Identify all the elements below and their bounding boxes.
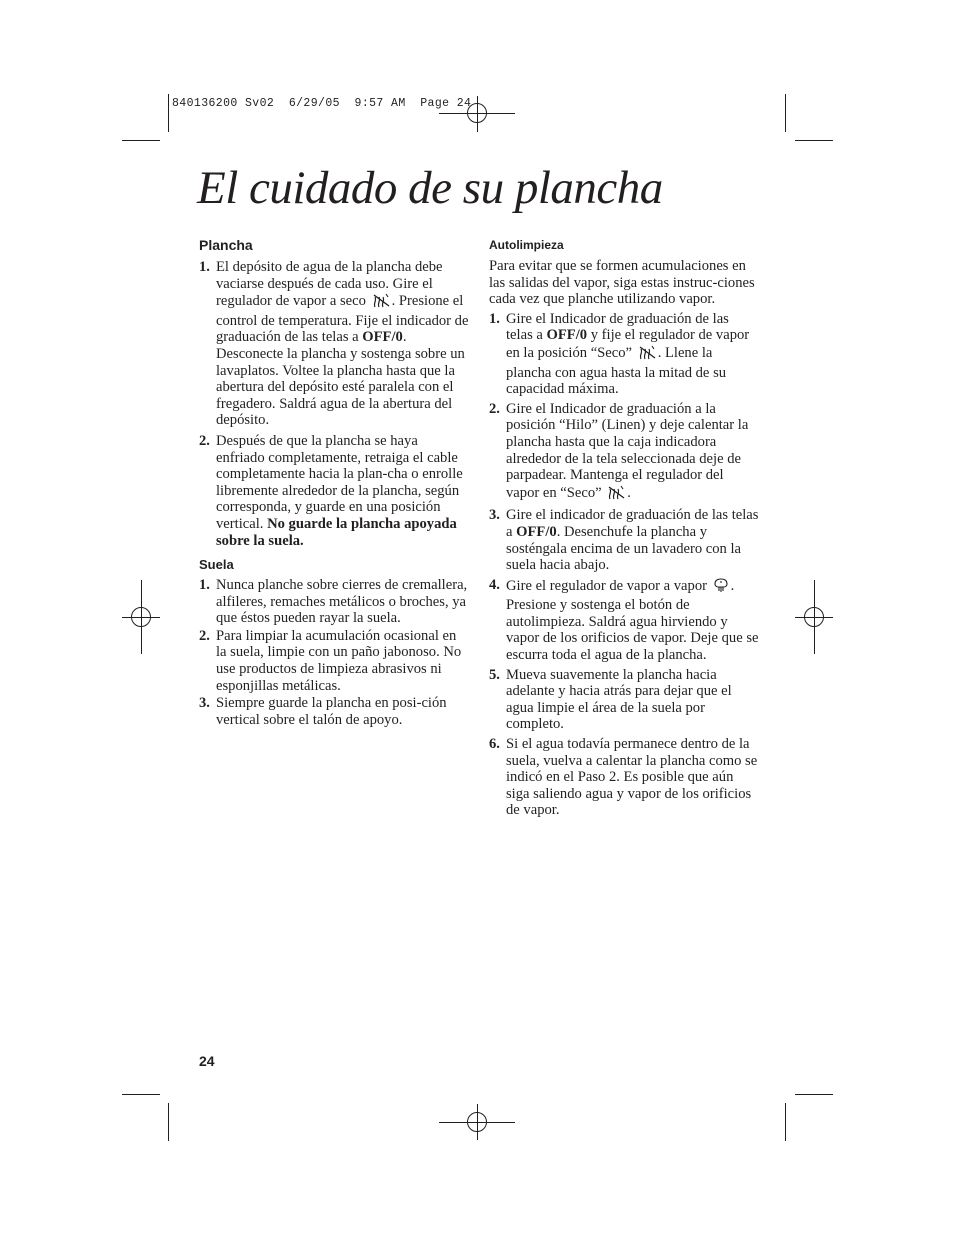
item-text (216, 577, 467, 626)
text-segment: . Llene la plancha con agua hasta la mitad de su capacidad máxima. (506, 344, 727, 398)
text-segment: Gire el regulador de vapor a vapor (506, 577, 711, 594)
page-title: El cuidado de su plancha (197, 162, 663, 214)
list-item (199, 259, 469, 429)
list-item (489, 736, 759, 819)
text-segment-bold: No guarde la plancha apoyada sobre la suela. (216, 515, 457, 549)
list-item (489, 401, 759, 505)
list-item (489, 577, 759, 664)
text-segment: Si el agua todavía permanece dentro de la suela, vuelva a calentar la plancha como se indicó en el Paso 2. Es posible que aún siga saliendo agua y vapor de los orificios de vapor. (506, 736, 758, 819)
item-text (506, 401, 748, 501)
text-segment: Después de que la plancha se haya enfriado completamente, retraiga el cable completamente hacia la plan-cha o enrolle libremente alrededor de la plancha, según corresponda, y guarde en una posición vertical. (216, 432, 463, 532)
list-item (489, 667, 759, 733)
item-number: 5. (489, 666, 500, 683)
text-segment: Siempre guarde la plancha en posi-ción vertical sobre el talón de apoyo. (216, 695, 447, 728)
text-segment-bold: OFF/0 (516, 523, 557, 540)
text-segment: Mueva suavemente la plancha hacia adelante y hacia atrás para dejar que el agua limpie el área de la suela por completo. (506, 666, 732, 733)
text-segment-bold: OFF/0 (546, 327, 588, 344)
text-segment: Gire el indicador de graduación de las telas a (506, 507, 759, 540)
item-text (506, 667, 732, 733)
item-text (216, 433, 463, 549)
item-text (506, 507, 758, 573)
list-item (199, 695, 469, 728)
text-segment: Gire el Indicador de graduación a la posición “Hilo” (Linen) y deje calentar la plancha hasta que la caja indicadora alrededor de la tela seleccionada deje de parpadear. Mantenga el regulador del vapor en “Seco” (506, 400, 749, 501)
item-text (506, 736, 757, 818)
item-number: 1. (489, 310, 500, 327)
item-number: 2. (199, 432, 210, 449)
left-column (199, 237, 469, 728)
section-heading-plancha: Plancha (199, 237, 253, 253)
section-heading-suela: Suela (199, 557, 234, 573)
text-segment: El depósito de agua de la plancha debe vaciarse después de cada uso. Gire el regulador de vapor a seco (216, 259, 443, 310)
item-number: 3. (199, 695, 210, 712)
autolimpieza-list (489, 311, 759, 819)
steam-off-icon (371, 292, 391, 313)
plancha-list (199, 259, 469, 549)
item-number: 6. (489, 736, 500, 753)
item-text (216, 628, 461, 694)
list-item (199, 628, 469, 694)
list-item (489, 507, 759, 573)
list-item (199, 577, 469, 627)
print-header: 840136200 Sv02 6/29/05 9:57 AM Page 24 (172, 97, 472, 110)
item-number: 2. (199, 627, 210, 644)
item-number: 4. (489, 576, 500, 593)
text-segment: Para limpiar la acumulación ocasional en la suela, limpie con un paño jabonoso. No use productos de limpieza abrasivos ni esponjillas metálicas. (216, 627, 462, 694)
autolimpieza-intro: Para evitar que se formen acumulaciones en las salidas del vapor, siga estas instruc-ciones cada vez que planche utilizando vapor. (489, 258, 755, 308)
text-segment: Nunca planche sobre cierres de cremallera, alfileres, remaches metálicos o broches, ya que éstos pueden rayar la suela. (216, 577, 468, 627)
steam-off-icon (606, 484, 626, 505)
section-heading-autolimpieza: Autolimpieza (489, 238, 564, 252)
item-text (506, 311, 749, 397)
text-segment-bold: OFF/0 (362, 329, 403, 346)
suela-list (199, 577, 469, 728)
list-item (199, 433, 469, 549)
text-segment: . (627, 484, 631, 501)
text-segment: . Desconecte la plancha y sostenga sobre un lavaplatos. Voltee la plancha hasta que la abertura del depósito esté paralela con el fregadero. Saldrá agua de la abertura del depósito. (216, 329, 465, 429)
text-segment: . Presione el control de temperatura. Fije el indicador de graduación de las telas a (216, 293, 469, 346)
item-number: 2. (489, 400, 500, 417)
list-item (489, 311, 759, 398)
item-number: 3. (489, 507, 500, 524)
text-segment: y fije el regulador de vapor en la posición “Seco” (506, 327, 750, 361)
self-clean-icon (712, 577, 730, 598)
steam-off-icon (637, 344, 657, 365)
right-column (489, 237, 759, 819)
item-number: 1. (199, 259, 210, 275)
item-text (506, 578, 758, 663)
item-text (216, 259, 468, 428)
text-segment: . Desenchufe la plancha y sosténgala encima de un lavadero con la suela hacia abajo. (506, 523, 742, 574)
text-segment: . Presione y sostenga el botón de autolimpieza. Saldrá agua hirviendo y vapor de los orificios de vapor. Deje que se escurra toda el agua de la plancha. (506, 577, 759, 664)
text-segment: Gire el Indicador de graduación de las telas a (506, 310, 729, 344)
item-text (216, 695, 447, 728)
page-number: 24 (199, 1053, 215, 1069)
item-number: 1. (199, 577, 210, 594)
